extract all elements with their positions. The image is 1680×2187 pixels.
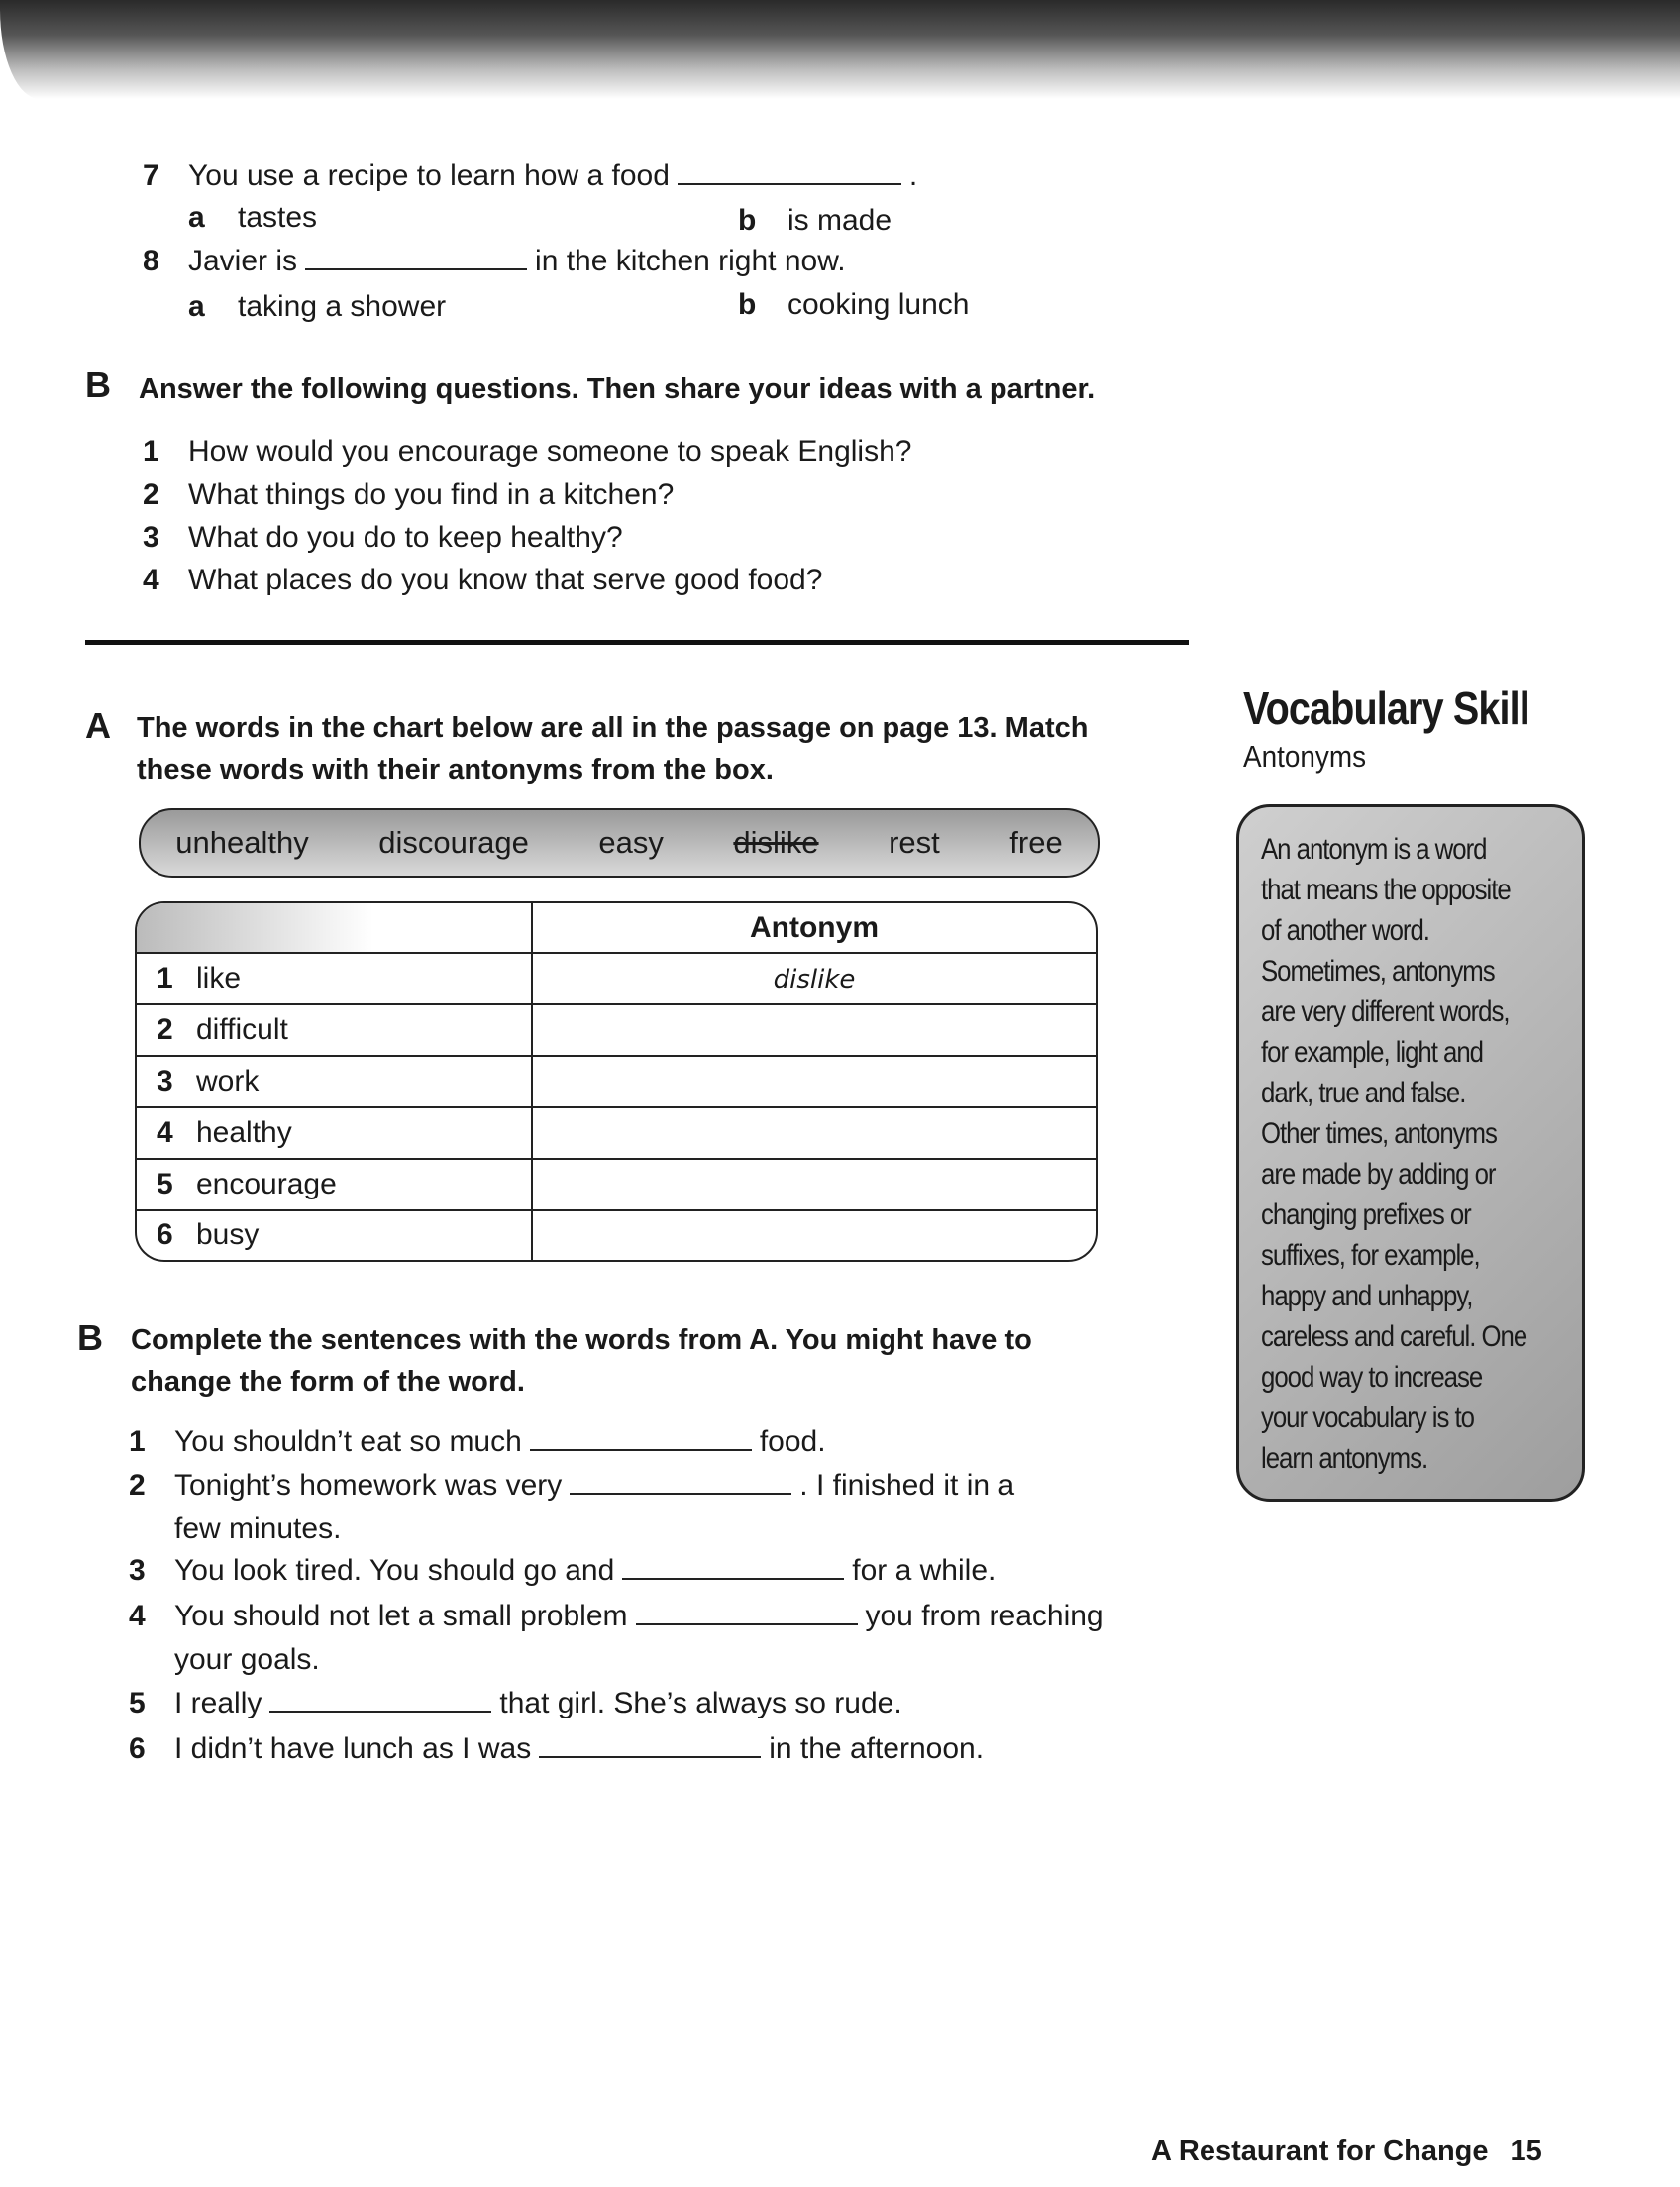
list-item: 3 What do you do to keep healthy? bbox=[143, 521, 623, 554]
section-letter-a: A bbox=[85, 705, 111, 746]
answer-blank[interactable] bbox=[622, 1552, 844, 1580]
word-unhealthy[interactable]: unhealthy bbox=[175, 825, 309, 860]
table-row: 4 healthy bbox=[137, 1107, 1096, 1159]
footer-title: A Restaurant for Change bbox=[1151, 2135, 1489, 2167]
section-b2-instruction: Complete the sentences with the words from A. You might have to change the form of the word. bbox=[131, 1324, 1032, 1398]
vocabulary-skill-box: An antonym is a word that means the opposite of another word. Sometimes, antonyms are very different words, for example, light and dark, true and false. Other times, antonyms are made by adding or changing prefixes or suffixes, for example, happy and unhappy, careless and careful. One good way to increase your vocabulary is to learn antonyms. bbox=[1236, 804, 1585, 1502]
answer-cell[interactable]: dislike bbox=[532, 953, 1096, 1004]
word-dislike[interactable]: dislike bbox=[733, 825, 819, 860]
option-8a[interactable]: a taking a shower bbox=[188, 290, 447, 323]
question-8: 8 Javier is in the kitchen right now. bbox=[143, 245, 846, 277]
scan-shadow bbox=[0, 0, 1680, 99]
sentence-item: 4 You should not let a small problem you from reaching bbox=[129, 1600, 1103, 1632]
answer-blank[interactable] bbox=[678, 157, 901, 185]
sentence-item: 6 I didn’t have lunch as I was in the afternoon. bbox=[129, 1732, 985, 1765]
list-item: 2 What things do you find in a kitchen? bbox=[143, 478, 675, 511]
section-letter-b: B bbox=[85, 364, 111, 405]
table-row: 3 work bbox=[137, 1056, 1096, 1107]
answer-blank[interactable] bbox=[530, 1423, 752, 1451]
antonym-chart bbox=[135, 901, 1098, 1262]
answer-blank[interactable] bbox=[305, 243, 527, 270]
page-number: 15 bbox=[1510, 2135, 1542, 2167]
chart-header-antonym: Antonym bbox=[532, 903, 1096, 953]
option-7b[interactable]: b is made bbox=[738, 204, 892, 237]
section-b-instruction: Answer the following questions. Then share your ideas with a partner. bbox=[139, 373, 1096, 405]
answer-blank[interactable] bbox=[636, 1598, 858, 1625]
chart-header-blank bbox=[137, 903, 532, 953]
table-row: 5 encourage bbox=[137, 1159, 1096, 1210]
sentence-continuation: your goals. bbox=[174, 1643, 320, 1676]
question-7: 7 You use a recipe to learn how a food . bbox=[143, 159, 918, 192]
answer-cell[interactable] bbox=[532, 1210, 1096, 1260]
section-divider bbox=[85, 640, 1189, 645]
sentence-item: 2 Tonight’s homework was very . I finished it in a bbox=[129, 1469, 1015, 1502]
table-row: 1 like dislike bbox=[137, 953, 1096, 1004]
list-item: 1 How would you encourage someone to speak English? bbox=[143, 435, 912, 468]
list-item: 4 What places do you know that serve good food? bbox=[143, 564, 823, 596]
sentence-continuation: few minutes. bbox=[174, 1512, 342, 1545]
word-easy[interactable]: easy bbox=[598, 825, 664, 860]
sentence-item: 1 You shouldn’t eat so much food. bbox=[129, 1425, 826, 1458]
answer-blank[interactable] bbox=[539, 1730, 761, 1758]
sentence-item: 3 You look tired. You should go and for a while. bbox=[129, 1554, 997, 1587]
word-box bbox=[139, 808, 1100, 878]
word-discourage[interactable]: discourage bbox=[378, 825, 529, 860]
answer-blank[interactable] bbox=[269, 1685, 491, 1713]
table-row: 6 busy bbox=[137, 1210, 1096, 1260]
table-row: 2 difficult bbox=[137, 1004, 1096, 1056]
page-footer bbox=[1151, 2135, 1542, 2168]
option-8b[interactable]: b cooking lunch bbox=[738, 288, 970, 321]
sidebar-subtitle: Antonyms bbox=[1243, 739, 1367, 774]
section-letter-b2: B bbox=[77, 1317, 103, 1358]
chart-header-row bbox=[137, 903, 1096, 953]
option-7a[interactable]: a tastes bbox=[188, 201, 318, 234]
answer-cell[interactable] bbox=[532, 1004, 1096, 1056]
answer-cell[interactable] bbox=[532, 1107, 1096, 1159]
answer-cell[interactable] bbox=[532, 1056, 1096, 1107]
sidebar-title: Vocabulary Skill bbox=[1243, 682, 1529, 734]
answer-cell[interactable] bbox=[532, 1159, 1096, 1210]
answer-blank[interactable] bbox=[570, 1467, 791, 1495]
section-a-instruction: The words in the chart below are all in the passage on page 13. Match these words with their antonyms from the box. bbox=[137, 712, 1089, 785]
sentence-item: 5 I really that girl. She’s always so rude. bbox=[129, 1687, 902, 1719]
word-rest[interactable]: rest bbox=[889, 825, 940, 860]
word-free[interactable]: free bbox=[1009, 825, 1063, 860]
